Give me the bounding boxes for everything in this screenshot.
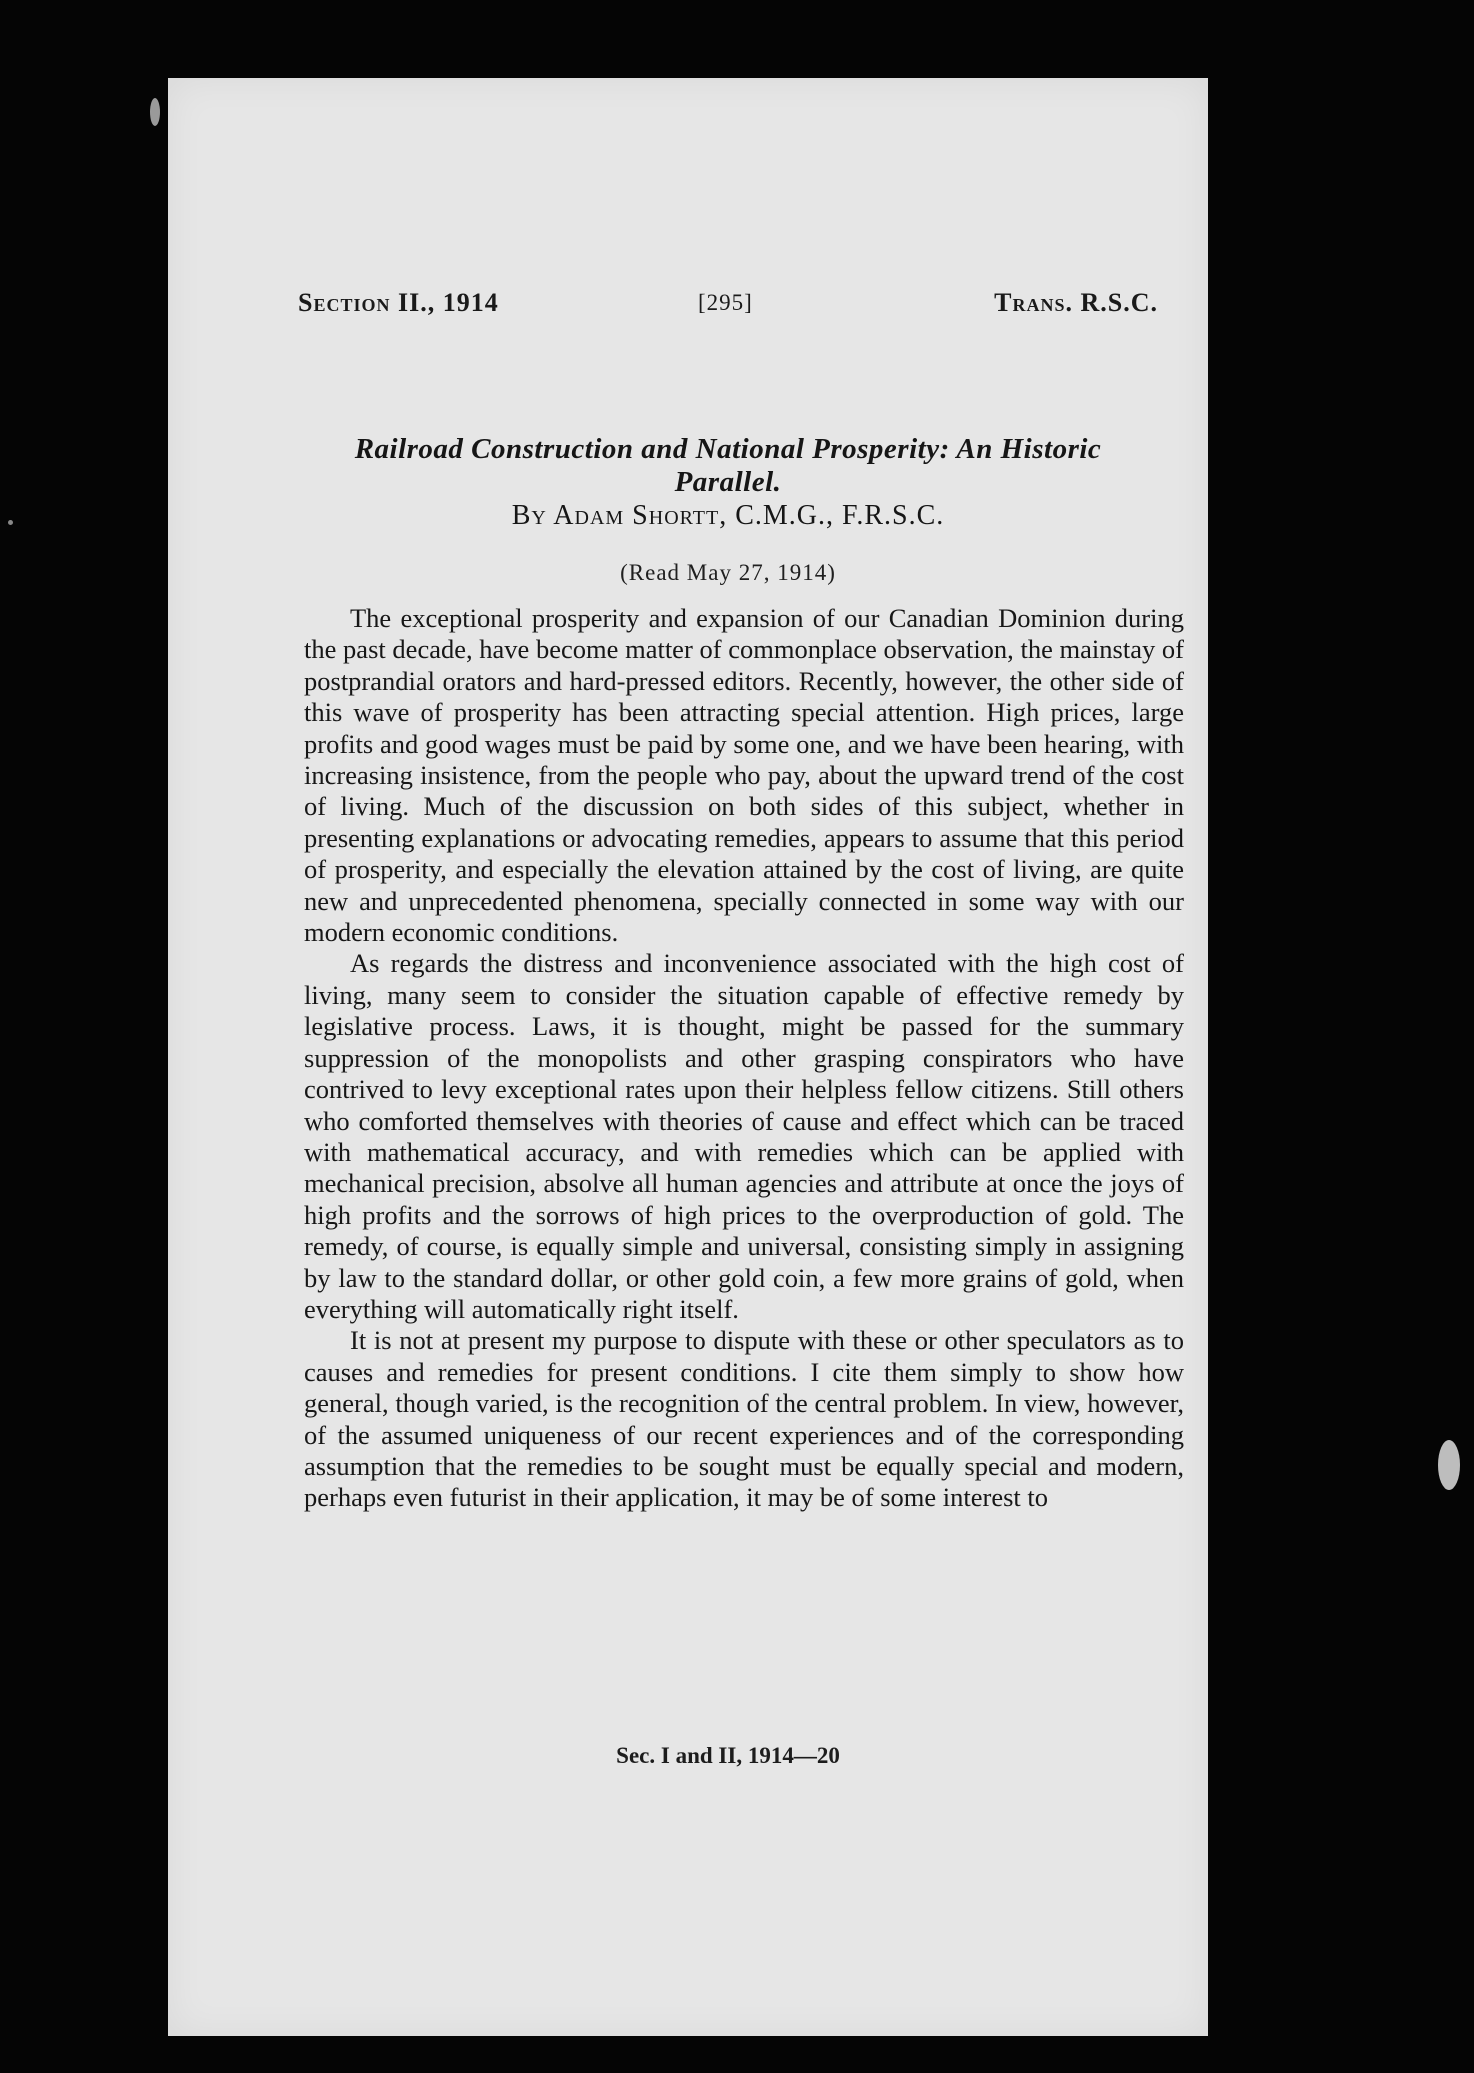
running-head-section: Section II., 1914 xyxy=(298,288,499,317)
page-number: [295] xyxy=(698,290,753,315)
running-head xyxy=(298,288,1158,328)
paragraph-2: As regards the distress and inconvenience associated with the high cost of living, many seem to consider the situation capable of effective remedy by legislative process. Laws, it is thought, might be passed for the summary suppression of the monopolists and other grasping conspirators who have contrived to levy exceptional rates upon their helpless fellow citizens. Still others who comforted themselves with theories of cause and effect which can be traced with mathematical accuracy, and with remedies which can be applied with mechanical precision, absolve all human agencies and attribute at once the joys of high profits and the sorrows of high prices to the overproduction of gold. The remedy, of course, is equally simple and universal, consisting simply in assigning by law to the standard dollar, or other gold coin, a few more grains of gold, when everything will automatically right itself. xyxy=(304,948,1184,1324)
running-head-journal: Trans. R.S.C. xyxy=(994,288,1158,317)
paragraph-1: The exceptional prosperity and expansion of our Canadian Dominion during the past decade, have become matter of commonplace observation, the mainstay of postprandial orators and hard-pressed editors. Recently, however, the other side of this wave of prosperity has been attracting special attention. High prices, large profits and good wages must be paid by some one, and we have been hearing, with increasing insistence, from the people who pay, about the upward trend of the cost of living. Much of the discussion on both sides of this subject, whether in presenting explanations or advocating remedies, appears to assume that this period of prosperity, and especially the elevation attained by the cost of living, are quite new and unprecedented phenomena, specially connected in some way with our modern economic conditions. xyxy=(304,603,1184,948)
author-byline: By Adam Shortt, C.M.G., F.R.S.C. xyxy=(511,500,945,531)
scanned-page xyxy=(168,78,1208,2036)
scan-artifact-speck xyxy=(150,98,160,126)
body-text xyxy=(304,603,1184,1514)
read-date-note: (Read May 27, 1914) xyxy=(620,560,836,585)
signature-footer: Sec. I and II, 1914—20 xyxy=(616,1743,840,1768)
article-title: Railroad Construction and National Prosperity: An Historic Parallel. xyxy=(354,433,1102,498)
paragraph-3: It is not at present my purpose to dispute with these or other speculators as to causes and remedies for present conditions. I cite them simply to show how general, though varied, is the recognition of the central problem. In view, however, of the assumed uniqueness of our recent experiences and of the corresponding assumption that the remedies to be sought must be equally special and modern, perhaps even futurist in their application, it may be of some interest to xyxy=(304,1325,1184,1513)
scan-artifact-speck xyxy=(8,520,13,525)
scan-artifact-speck xyxy=(1438,1440,1460,1490)
